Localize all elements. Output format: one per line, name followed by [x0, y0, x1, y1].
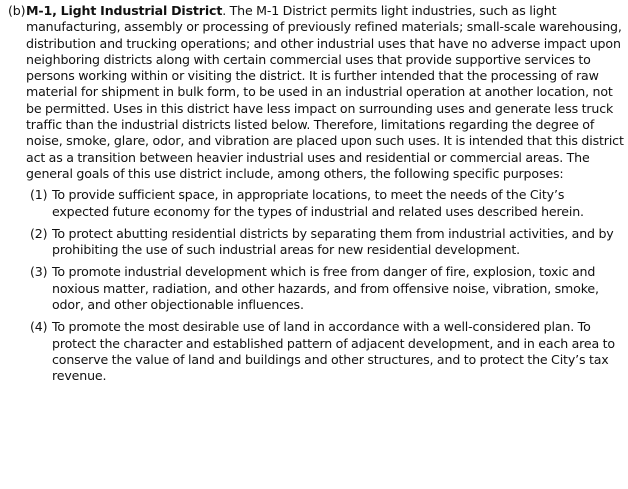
list-item	[0, 319, 628, 384]
list-item-number: (2)	[30, 225, 48, 241]
list-item-number: (4)	[30, 319, 48, 335]
list-item	[0, 187, 628, 220]
section-paragraph	[0, 3, 628, 182]
section-heading: M-1, Light Industrial District	[26, 3, 223, 18]
list-item	[0, 264, 628, 313]
list-item-text: To provide sufficient space, in appropriate locations, to meet the needs of the City’s expected future economy for the types of industrial and related uses described herein.	[52, 187, 584, 219]
list-item-text: To promote the most desirable use of land in accordance with a well-considered plan. To protect the character and established pattern of adjacent development, and in each area to conserve the value of land and buildings and other structures, and to protect the City’s tax revenue.	[52, 319, 615, 384]
section-intro-text: . The M-1 District permits light industries, such as light manufacturing, assembly or processing of previously refined materials; small-scale warehousing, distribution and trucking operations; and other industrial uses that have no adverse impact upon neighboring districts along with certain commercial uses that provide supportive services to persons working within or visiting the district. It is further intended that the processing of raw material for shipment in bulk form, to be used in an industrial operation at another location, not be permitted. Uses in this district have less impact on surrounding uses and generate less truck traffic than the industrial districts listed below. Therefore, limitations regarding the degree of noise, smoke, glare, odor, and vibration are placed upon such uses. It is intended that this district act as a transition between heavier industrial uses and residential or commercial areas. The general goals of this use district include, among others, the following specific purposes:	[26, 3, 624, 181]
list-item-text: To promote industrial development which is free from danger of fire, explosion, toxic and noxious matter, radiation, and other hazards, and from offensive noise, vibration, smoke, odor, and other objectionable influences.	[52, 264, 599, 313]
section-marker: (b)	[8, 3, 26, 18]
list-item-number: (3)	[30, 264, 48, 280]
list-item-text: To protect abutting residential districts by separating them from industrial activities, and by prohibiting the use of such industrial areas for new residential development.	[52, 225, 614, 258]
list-item-number: (1)	[30, 187, 48, 203]
purposes-list	[0, 187, 628, 384]
list-item	[0, 226, 628, 259]
zoning-document	[0, 3, 628, 391]
